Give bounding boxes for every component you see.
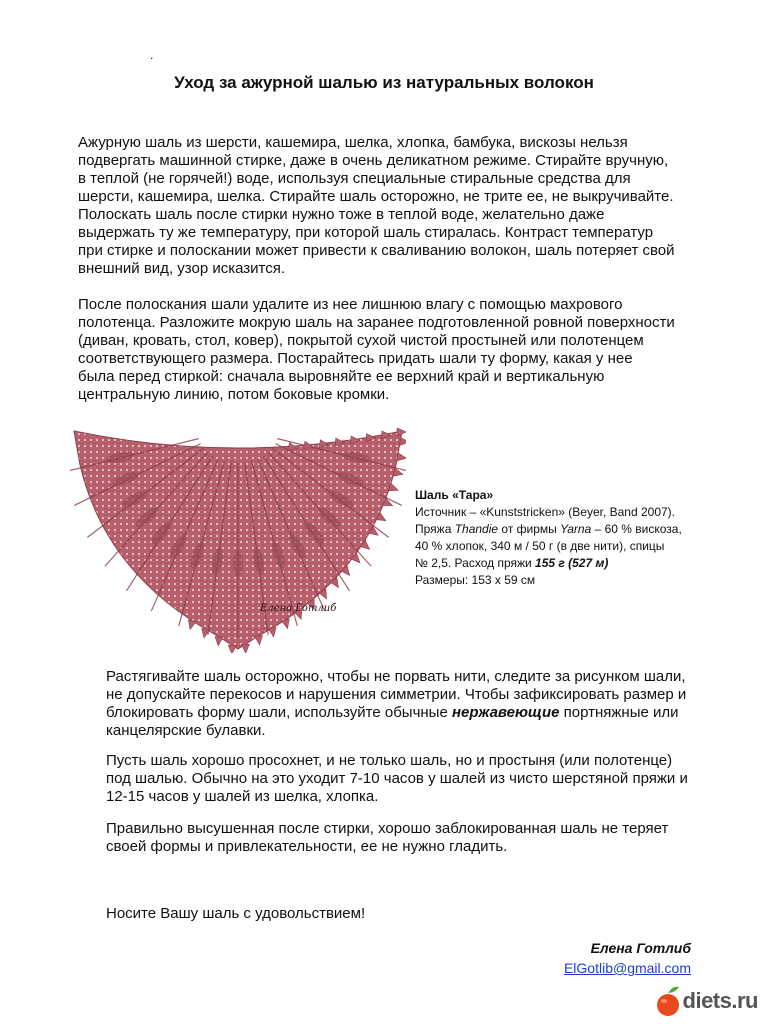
diets-logo[interactable] [653,984,758,1018]
text-line: не допускайте перекосов и нарушения симметрии. Чтобы зафиксировать размер и [106,686,687,703]
caption-yarn: Пряжа Thandie от фирмы Yarna – 60 % вискоза, [415,522,682,536]
text-line: (диван, кровать, стол, ковер), покрытой сухой чистой простыней или полотенцем [78,332,644,349]
lace-leaf [233,549,243,577]
shawl-image [70,425,406,653]
text-line: выдержать ту же температуру, при которой шаль стиралась. Контраст температур [78,224,654,241]
text-line: Растягивайте шаль осторожно, чтобы не порвать нити, следите за рисунком шали, [106,668,686,685]
edge-point [215,637,223,646]
paragraph-blocking [106,668,686,740]
page-title: Уход за ажурной шалью из натуральных волокон [174,73,594,92]
text-line: своей формы и привлекательности, ее не нужно гладить. [106,838,508,855]
stray-dot: . [150,48,154,62]
edge-point [281,619,289,629]
emphasis-stainless: нержавеющие [451,704,560,721]
caption-size: Размеры: 153 х 59 см [415,573,536,587]
paragraph-drying [78,296,675,404]
paragraph-result [106,820,668,856]
text-line: Полоскать шаль после стирки нужно тоже в теплой воде, желательно даже [78,206,605,223]
caption-title: Шаль «Тара» [415,488,494,502]
text-line: 12-15 часов у шалей из шелка, хлопка. [106,788,379,805]
text-line: Правильно высушенная после стирки, хорошо заблокированная шаль не теряет [106,820,669,837]
shawl-caption [415,487,682,589]
edge-point [228,645,236,653]
text-line: Ажурную шаль из шерсти, кашемира, шелка, хлопка, бамбука, вискозы нельзя [78,134,628,151]
text-line: блокировать форму шали, используйте обычные нержавеющие портняжные или [106,704,679,721]
text-line: в теплой (не горячей!) воде, используя специальные стиральные средства для [78,170,631,187]
text-line: шерсти, кашемира, шелка. Стирайте шаль осторожно, не трите ее, не выкручивайте. [78,188,674,205]
edge-point [241,644,249,653]
caption-consumption: № 2,5. Расход пряжи 155 г (527 м) [415,556,609,570]
text-line: внешний вид, узор исказится. [78,260,286,277]
text-line: соответствующего размера. Постарайтесь придать шали ту форму, какая у нее [78,350,633,367]
text-line: полотенца. Разложите мокрую шаль на заранее подготовленной ровной поверхности [78,314,675,331]
apple-icon [653,985,683,1017]
caption-composition: 40 % хлопок, 340 м / 50 г (в две нити), спицы [415,539,665,553]
text-line: После полоскания шали удалите из нее лишнюю влагу с помощью махрового [78,296,623,313]
closing-line: Носите Вашу шаль с удовольствием! [106,905,366,922]
text-line: под шалью. Обычно на это уходит 7-10 часов у шалей из чисто шерстяной пряжи и [106,770,688,787]
text-line: подвергать машинной стирке, даже в очень деликатном режиме. Стирайте вручную, [78,152,669,169]
edge-point [255,635,263,644]
edge-point [400,437,406,445]
text-line: Пусть шаль хорошо просохнет, и не только шаль, но и простыня (или полотенце) [106,752,673,769]
paragraph-dry-time [106,752,688,806]
edge-point [397,453,406,461]
author-email-link[interactable]: ElGotlib@gmail.com [563,960,691,976]
text-line: центральную линию, потом боковые кромки. [78,386,390,403]
shawl-signature: Елена Готлиб [260,603,337,614]
caption-source: Источник – «Kunststricken» (Beyer, Band 2007). [415,505,676,519]
text-line: канцелярские булавки. [106,722,266,739]
edge-point [188,620,196,630]
paragraph-washing [78,134,675,278]
logo-text: diets.ru [682,988,758,1013]
edge-point [268,627,276,637]
author-name: Елена Готлиб [590,940,691,956]
text-line: при стирке и полоскании может привести к сваливанию волокон, шаль потеряет свой [78,242,675,259]
text-line: была перед стиркой: сначала выровняйте ее верхний край и вертикальную [78,368,605,385]
